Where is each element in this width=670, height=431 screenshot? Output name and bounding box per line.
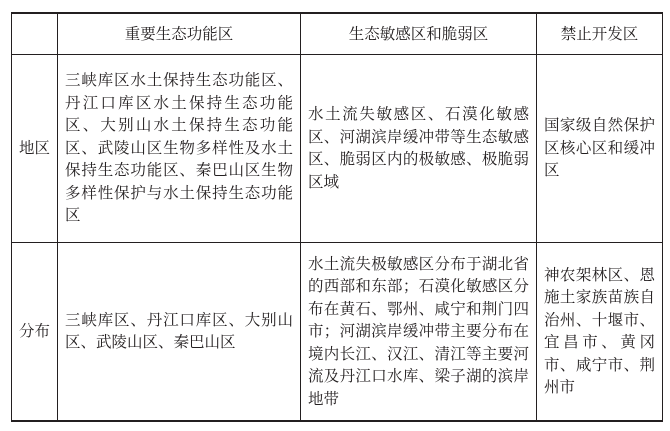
row-label-distribution: 分布 (12, 242, 58, 421)
cell-region-prohibited-development-zones: 国家级自然保护区核心区和缓冲区 (537, 54, 663, 242)
row-label-region: 地区 (12, 54, 58, 242)
header-cell-key-ecological-function-zones: 重要生态功能区 (58, 13, 301, 54)
cell-distribution-prohibited-development-zones: 神农架林区、恩施土家族苗族自治州、十堰市、宜昌市、黄冈市、咸宁市、荆州市 (537, 242, 663, 421)
header-cell-empty (12, 13, 58, 54)
header-cell-prohibited-development-zones: 禁止开发区 (537, 13, 663, 54)
table-row-distribution (12, 242, 663, 421)
cell-distribution-key-ecological-function-zones: 三峡库区、丹江口库区、大别山区、武陵山区、秦巴山区 (58, 242, 301, 421)
cell-region-sensitive-fragile-zones: 水土流失敏感区、石漠化敏感区、河湖滨岸缓冲带等生态敏感区、脆弱区内的极敏感、极脆弱区域 (301, 54, 537, 242)
table-row-region (12, 54, 663, 242)
cell-region-key-ecological-function-zones: 三峡库区水土保持生态功能区、丹江口库区水土保持生态功能区、大别山水土保持生态功能区、武陵山区生物多样性及水土保持生态功能区、秦巴山区生物多样性保护与水土保持生态功能区 (58, 54, 301, 242)
cell-distribution-sensitive-fragile-zones: 水土流失极敏感区分布于湖北省的西部和东部；石漠化敏感区分布在黄石、鄂州、咸宁和荆门四市；河湖滨岸缓冲带主要分布在境内长江、汉江、清江等主要河流及丹江口水库、梁子湖的滨岸地带 (301, 242, 537, 421)
header-cell-sensitive-fragile-zones: 生态敏感区和脆弱区 (301, 13, 537, 54)
header-row (12, 13, 663, 54)
ecological-zones-table (11, 12, 663, 422)
